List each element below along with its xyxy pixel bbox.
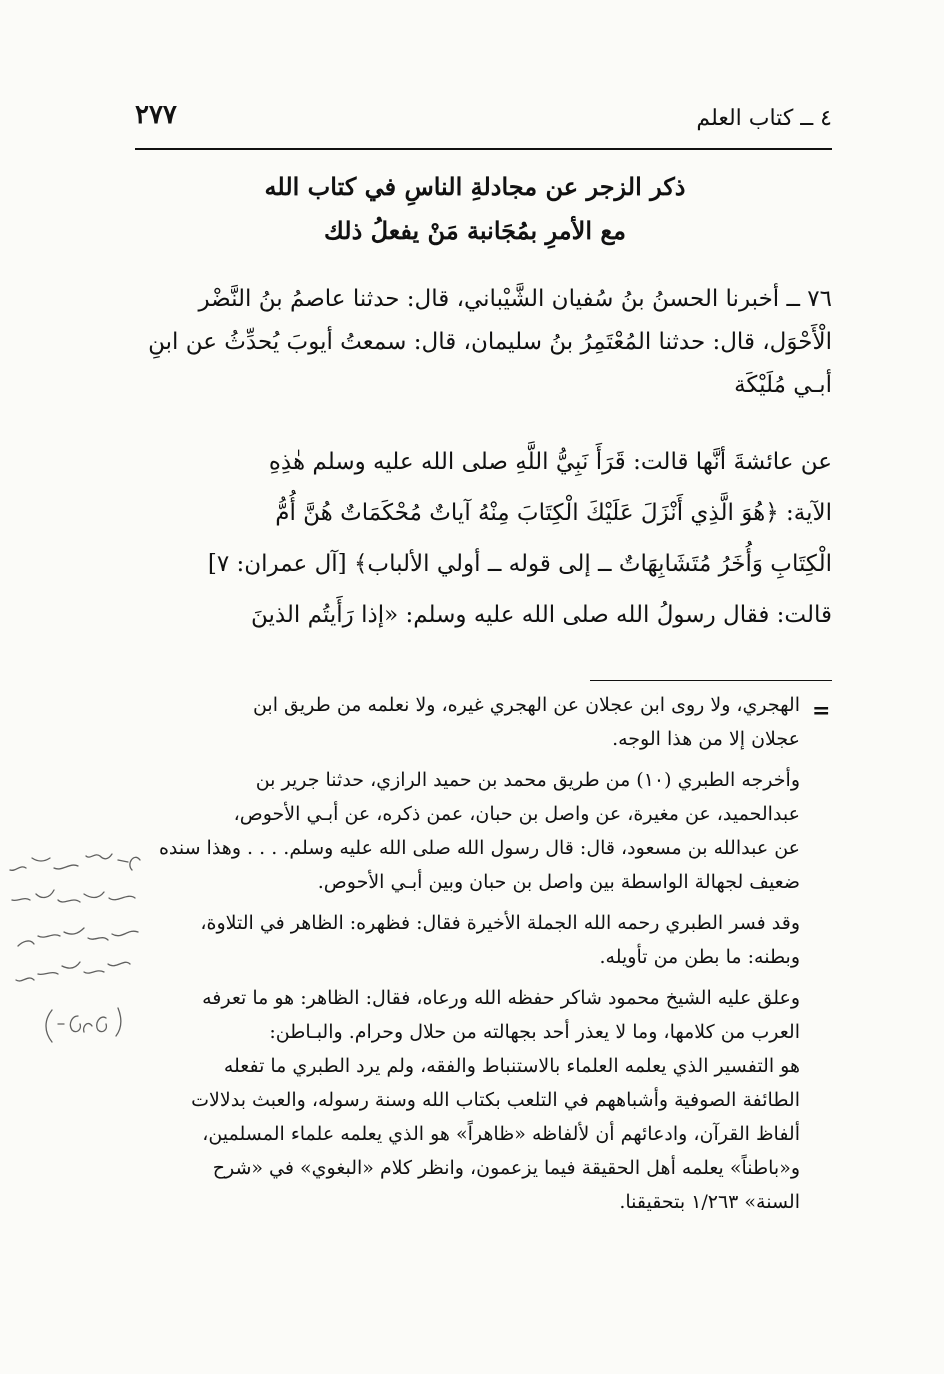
footnote-line: وقد فسر الطبري رحمه الله الجملة الأخيرة فقال: فظهره: الظاهر في التلاوة، (200, 912, 800, 934)
footnote-line: وبطنه: ما بطن من تأويله. (599, 946, 800, 968)
isnad-line: أبـي مُلَيْكَة (734, 372, 832, 398)
footnote-line: ألفاظ القرآن، وادعائهم أن لألفاظه «ظاهراً» هو الذي يعلمه علماء المسلمين، (202, 1123, 800, 1145)
footnote-line: السنة» ١/٢٦٣ بتحقيقنا. (619, 1191, 800, 1213)
footnote-line: عجلان إلا من هذا الوجه. (612, 728, 800, 750)
chapter-heading-line-1: ذكر الزجر عن مجادلةِ الناسِ في كتاب الله (264, 172, 686, 201)
footnote-paragraph (135, 763, 800, 899)
footnote-paragraph (135, 981, 800, 1219)
hadith-line: الْكِتَابِ وَأُخَرُ مُتَشَابِهَاتٌ ــ إلى قوله ــ أولي الألباب﴾ [آل عمران: ٧] (207, 551, 832, 577)
chapter-heading-line-2: مع الأمرِ بمُجَانبة مَنْ يفعلُ ذلك (324, 216, 626, 245)
footnote-line: وعلق عليه الشيخ محمود شاكر حفظه الله ورعاه، فقال: الظاهر: هو ما تعرفه (202, 987, 800, 1009)
hadith-line: قالت: فقال رسولُ الله صلى الله عليه وسلم: «إذا رَأَيتُم الذينَ (250, 602, 832, 628)
footnote-line: الهجري، ولا روى ابن عجلان عن الهجري غيره، ولا نعلمه من طريق ابن (252, 694, 800, 716)
isnad-line: الْأَحْوَل، قال: حدثنا المُعْتَمِرُ بنُ سليمان، قال: سمعتُ أيوبَ يُحدِّثُ عن ابنِ (148, 329, 832, 355)
footnote-line: الطائفة الصوفية وأشباههم في التلعب بكتاب الله وسنة رسوله، والعبث بدلالات (191, 1089, 800, 1111)
running-title: ٤ ــ كتاب العلم (696, 106, 832, 131)
page-number: ٢٧٧ (135, 100, 177, 130)
footnote-separator (590, 680, 832, 681)
hadith-line: الآية: ﴿هُوَ الَّذِي أَنْزَلَ عَلَيْكَ الْكِتَابَ مِنْهُ آياتٌ مُحْكَمَاتٌ هُنَّ أُمُّ (275, 500, 832, 526)
footnote-line: وأخرجه الطبري (١٠) من طريق محمد بن حميد الرازي، حدثنا جرير بن (255, 769, 800, 791)
footnotes (135, 688, 800, 1226)
chapter-heading (150, 165, 800, 253)
footnote-paragraph (135, 906, 800, 974)
handwritten-margin-note (0, 840, 150, 1070)
footnote-paragraph (135, 688, 800, 756)
footnote-line: عبدالحميد، عن مغيرة، عن واصل بن حبان، عمن ذكره، عن أبـي الأحوص، (233, 803, 800, 825)
footnote-line: العرب من كلامها، وما لا يعذر أحد بجهالته من حلال وحرام. والبـاطن: (269, 1021, 800, 1043)
hadith-line: عن عائشةَ أنَّها قالت: قَرَأَ نَبِيُّ اللَّهِ صلى الله عليه وسلم هٰذِهِ (268, 449, 832, 475)
footnote-line: ضعيف لجهالة الواسطة بين واصل بن حبان وبين أبـي الأحوص. (317, 871, 800, 893)
footnote-continuation-mark: = (812, 698, 831, 724)
footnote-line: هو التفسير الذي يعلمه العلماء بالاستنباط والفقه، ولم يرد الطبري ما تفعله (223, 1055, 800, 1077)
hadith-matn (135, 437, 832, 641)
isnad-line: ٧٦ ــ أخبرنا الحسنُ بنُ سُفيان الشَّيْباني، قال: حدثنا عاصمُ بنُ النَّضْر (198, 286, 832, 312)
page-header (135, 98, 832, 150)
footnote-line: عن عبدالله بن مسعود، قال: قال رسول الله صلى الله عليه وسلم. . . . وهذا سنده (158, 837, 800, 859)
footnote-line: و«باطناً» يعلمه أهل الحقيقة فيما يزعمون، وانظر كلام «البغوي» في «شرح (212, 1157, 800, 1179)
hadith-isnad (135, 278, 832, 407)
